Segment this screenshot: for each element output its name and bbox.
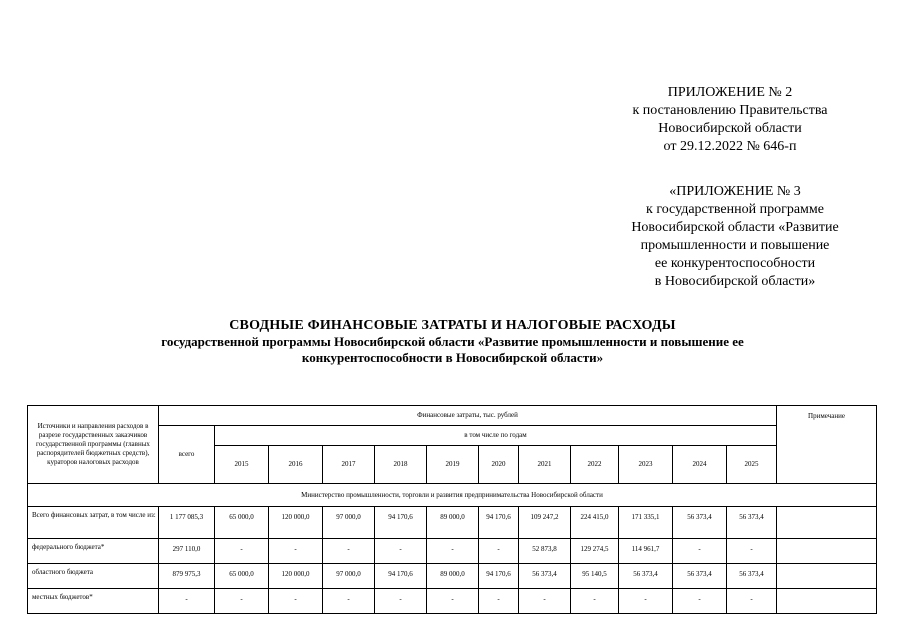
- row-label: местных бюджетов*: [28, 589, 159, 614]
- value-cell: 114 961,7: [619, 539, 673, 564]
- value-cell: -: [673, 539, 727, 564]
- finance-header-cell: Финансовые затраты, тыс. рублей: [159, 406, 777, 426]
- value-cell: 56 373,4: [673, 507, 727, 539]
- attachment-2-line: от 29.12.2022 № 646-п: [663, 139, 797, 154]
- value-cell: 171 335,1: [619, 507, 673, 539]
- attachment-3-line: в Новосибирской области»: [654, 274, 816, 289]
- value-cell: 52 873,8: [519, 539, 571, 564]
- title-line-2: государственной программы Новосибирской области «Развитие промышленности и повышение ее: [161, 334, 744, 349]
- value-cell: 56 373,4: [673, 564, 727, 589]
- value-cell: -: [571, 589, 619, 614]
- source-header-cell: Источники и направления расходов в разрезе государственных заказчиков государственной программы (главных распорядителей бюджетных средств), кураторов налоговых расходов: [28, 406, 159, 484]
- value-cell: 129 274,5: [571, 539, 619, 564]
- value-cell: 95 140,5: [571, 564, 619, 589]
- row-label: областного бюджета: [28, 564, 159, 589]
- total-cell: 1 177 085,3: [159, 507, 215, 539]
- ministry-row: Министерство промышленности, торговли и развития предпринимательства Новосибирской области: [28, 484, 877, 507]
- value-cell: 56 373,4: [619, 564, 673, 589]
- by-year-header-cell: в том числе по годам: [215, 426, 777, 446]
- value-cell: -: [673, 589, 727, 614]
- value-cell: -: [519, 589, 571, 614]
- year-header-cell: 2017: [323, 446, 375, 484]
- note-header-cell: Примечание: [777, 406, 877, 484]
- attachment-3-line: промышленности и повышение: [640, 238, 830, 253]
- attachment-2-line: Новосибирской области: [658, 121, 802, 136]
- value-cell: -: [619, 589, 673, 614]
- row-label: Всего финансовых затрат, в том числе из:: [28, 507, 159, 539]
- value-cell: -: [375, 539, 427, 564]
- value-cell: 224 415,0: [571, 507, 619, 539]
- year-header-cell: 2022: [571, 446, 619, 484]
- attachment-3-header: [600, 183, 870, 291]
- value-cell: 94 170,6: [479, 507, 519, 539]
- value-cell: -: [727, 589, 777, 614]
- value-cell: 65 000,0: [215, 564, 269, 589]
- note-cell: [777, 507, 877, 539]
- attachment-3-line: ее конкурентоспособности: [654, 256, 816, 271]
- attachment-2-line: к постановлению Правительства: [632, 103, 828, 118]
- value-cell: -: [323, 589, 375, 614]
- value-cell: 65 000,0: [215, 507, 269, 539]
- value-cell: 56 373,4: [519, 564, 571, 589]
- value-cell: -: [215, 539, 269, 564]
- value-cell: 89 000,0: [427, 507, 479, 539]
- value-cell: -: [727, 539, 777, 564]
- value-cell: -: [323, 539, 375, 564]
- table-row: [28, 589, 877, 614]
- value-cell: -: [269, 539, 323, 564]
- table-row: [28, 539, 877, 564]
- year-header-cell: 2016: [269, 446, 323, 484]
- value-cell: 120 000,0: [269, 507, 323, 539]
- table-row: [28, 564, 877, 589]
- document-title: [60, 318, 845, 366]
- value-cell: 120 000,0: [269, 564, 323, 589]
- note-cell: [777, 539, 877, 564]
- value-cell: 94 170,6: [375, 564, 427, 589]
- row-label: федерального бюджета*: [28, 539, 159, 564]
- total-cell: -: [159, 589, 215, 614]
- financial-table: [27, 405, 877, 614]
- attachment-2-line: ПРИЛОЖЕНИЕ № 2: [667, 85, 793, 100]
- year-header-cell: 2019: [427, 446, 479, 484]
- total-cell: 879 975,3: [159, 564, 215, 589]
- value-cell: 97 000,0: [323, 507, 375, 539]
- value-cell: -: [375, 589, 427, 614]
- year-header-cell: 2020: [479, 446, 519, 484]
- year-header-cell: 2018: [375, 446, 427, 484]
- value-cell: 94 170,6: [375, 507, 427, 539]
- note-cell: [777, 589, 877, 614]
- attachment-2-header: [600, 84, 860, 156]
- value-cell: 56 373,4: [727, 507, 777, 539]
- attachment-3-line: к государственной программе: [646, 202, 824, 217]
- value-cell: 97 000,0: [323, 564, 375, 589]
- value-cell: 109 247,2: [519, 507, 571, 539]
- total-cell: 297 110,0: [159, 539, 215, 564]
- year-header-cell: 2025: [727, 446, 777, 484]
- attachment-3-line: Новосибирской области «Развитие: [631, 220, 839, 235]
- note-cell: [777, 564, 877, 589]
- year-header-cell: 2021: [519, 446, 571, 484]
- value-cell: -: [215, 589, 269, 614]
- year-header-cell: 2015: [215, 446, 269, 484]
- value-cell: -: [479, 539, 519, 564]
- value-cell: -: [269, 589, 323, 614]
- value-cell: 89 000,0: [427, 564, 479, 589]
- attachment-3-line: «ПРИЛОЖЕНИЕ № 3: [669, 184, 801, 199]
- value-cell: -: [427, 589, 479, 614]
- value-cell: 56 373,4: [727, 564, 777, 589]
- table-row: [28, 507, 877, 539]
- value-cell: -: [427, 539, 479, 564]
- year-header-cell: 2023: [619, 446, 673, 484]
- value-cell: -: [479, 589, 519, 614]
- value-cell: 94 170,6: [479, 564, 519, 589]
- total-header-cell: всего: [159, 426, 215, 484]
- title-line-1: СВОДНЫЕ ФИНАНСОВЫЕ ЗАТРАТЫ И НАЛОГОВЫЕ РАСХОДЫ: [229, 318, 676, 333]
- year-header-cell: 2024: [673, 446, 727, 484]
- title-line-3: конкурентоспособности в Новосибирской области»: [301, 350, 604, 365]
